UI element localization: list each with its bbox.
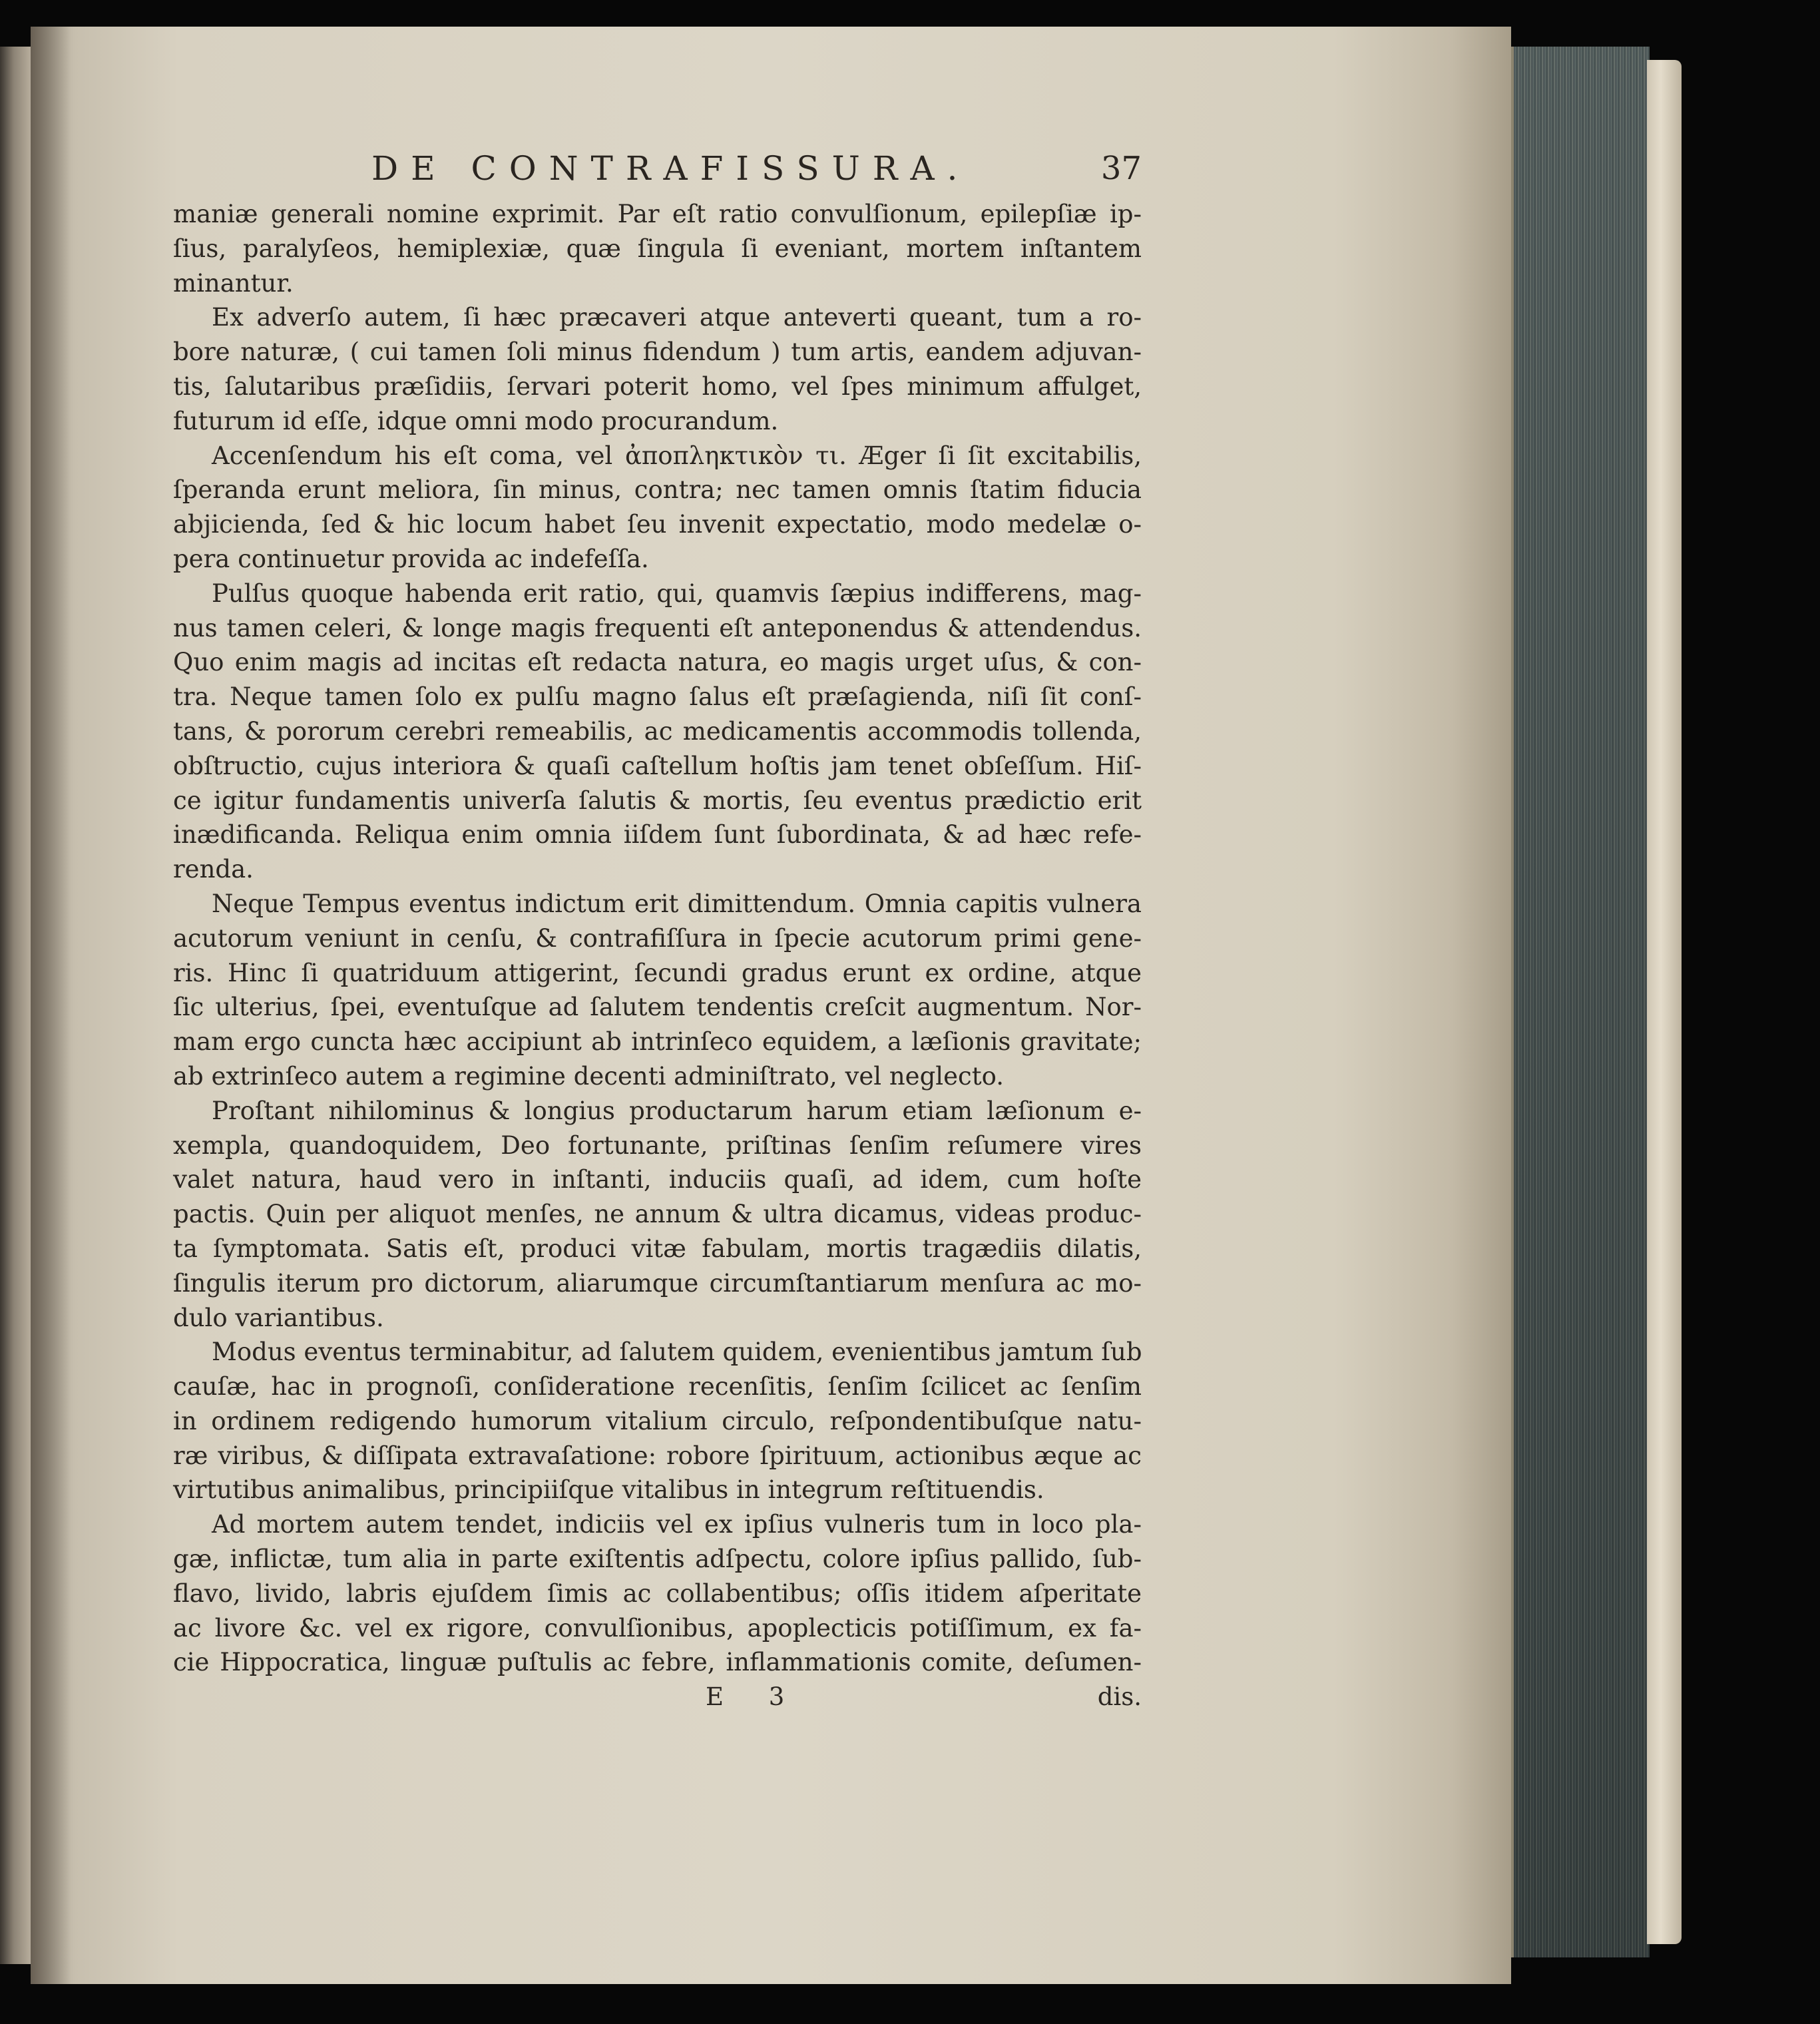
text-line: Accenſendum his eſt coma, vel ἀποπληκτικὸν τι. Æger ſi ſit excitabilis,: [212, 441, 1142, 470]
text-line: obſtructio, cujus interiora & quaſi caſtellum hoſtis jam tenet obſeſſum. Hiſ-: [173, 751, 1142, 780]
text-block: [173, 140, 1142, 1714]
text-line: pera continuetur provida ac indefeſſa.: [173, 544, 649, 573]
text-line: valet natura, haud vero in inſtanti, induciis quaſi, ad idem, cum hoſte: [173, 1165, 1142, 1194]
text-line: ſius, paralyſeos, hemiplexiæ, quæ ſingula ſi eveniant, mortem inſtantem: [173, 234, 1142, 263]
text-line: tans, & pororum cerebri remeabilis, ac medicamentis accommodis tollenda,: [173, 716, 1142, 746]
text-line: gæ, inflictæ, tum alia in parte exiſtentis adſpectu, colore ipſius pallido, ſub-: [173, 1545, 1142, 1574]
running-head: [173, 140, 1142, 197]
text-line: ræ viribus, & diſſipata extravaſatione: robore ſpirituum, actionibus æque ac: [173, 1441, 1142, 1470]
body-text: [173, 197, 1142, 1680]
text-line: Ex adverſo autem, ſi hæc præcaveri atque anteverti queant, tum a ro-: [212, 303, 1142, 332]
signature-mark: E 3: [706, 1682, 803, 1712]
text-line: futurum id eſſe, idque omni modo procurandum.: [173, 406, 779, 435]
text-line: ris. Hinc ſi quatriduum attigerint, ſecundi gradus erunt ex ordine, atque: [173, 958, 1142, 987]
text-line: xempla, quandoquidem, Deo fortunante, priſtinas ſenſim reſumere vires: [173, 1131, 1142, 1160]
facing-page-edge: [0, 47, 31, 1964]
text-line: maniæ generali nomine exprimit. Par eſt ratio convulſionum, epilepſiæ ip-: [173, 200, 1142, 228]
text-line: cauſæ, hac in prognoſi, conſideratione recenſitis, ſenſim ſcilicet ac ſenſim: [173, 1372, 1142, 1401]
gutter-shadow: [31, 27, 71, 1984]
text-line: inædificanda. Reliqua enim omnia iiſdem ſunt ſubordinata, & ad hæc refe-: [173, 820, 1142, 850]
text-line: minantur.: [173, 268, 294, 298]
text-line: dulo variantibus.: [173, 1303, 384, 1332]
text-line: Neque Tempus eventus indictum erit dimittendum. Omnia capitis vulnera: [212, 889, 1142, 918]
text-line: ce igitur fundamentis univerſa ſalutis & mortis, ſeu eventus prædictio erit: [173, 786, 1142, 815]
cover-board-edge: [1647, 60, 1682, 1944]
text-line: tra. Neque tamen ſolo ex pulſu magno ſalus eſt præſagienda, niſi ſit conſ-: [173, 682, 1142, 712]
text-line: ſperanda erunt meliora, ſin minus, contra; nec tamen omnis ſtatim fiducia: [173, 475, 1142, 505]
text-line: virtutibus animalibus, principiiſque vitalibus in integrum reſtituendis.: [173, 1475, 1044, 1505]
text-line: ſic ulterius, ſpei, eventuſque ad ſalutem tendentis creſcit augmentum. Nor-: [173, 993, 1142, 1022]
text-line: ſingulis iterum pro dictorum, aliarumque circumſtantiarum menſura ac mo-: [173, 1268, 1142, 1298]
text-line: Proſtant nihilominus & longius productarum harum etiam læſionum e-: [212, 1096, 1142, 1125]
text-line: ac livore &c. vel ex rigore, convulſionibus, apoplecticis potiſſimum, ex fa-: [173, 1613, 1142, 1643]
text-line: ab extrinſeco autem a regimine decenti adminiſtrato, vel neglecto.: [173, 1061, 1004, 1091]
text-line: in ordinem redigendo humorum vitalium circulo, reſpondentibuſque natu-: [173, 1406, 1142, 1435]
running-head-title: DE CONTRAFISSURA.: [371, 149, 971, 188]
text-line: renda.: [173, 855, 254, 884]
text-line: cie Hippocratica, linguæ puſtulis ac febre, inflammationis comite, deſumen-: [173, 1648, 1142, 1677]
text-line: flavo, livido, labris ejuſdem ſimis ac collabentibus; oſſis itidem aſperitate: [173, 1579, 1142, 1608]
text-line: Quo enim magis ad incitas eſt redacta natura, eo magis urget uſus, & con-: [173, 648, 1142, 677]
text-line: acutorum veniunt in cenſu, & contrafiſſura in ſpecie acutorum primi gene-: [173, 923, 1142, 953]
page-stack-edge: [1511, 47, 1650, 1957]
page-number: 37: [1100, 150, 1142, 187]
text-line: mam ergo cuncta hæc accipiunt ab intrinſeco equidem, a læſionis gravitate;: [173, 1027, 1142, 1057]
text-line: nus tamen celeri, & longe magis frequenti eſt anteponendus & attendendus.: [173, 613, 1142, 642]
text-line: tis, ſalutaribus præſidiis, ſervari poterit homo, vel ſpes minimum affulget,: [173, 372, 1142, 401]
text-line: Ad mortem autem tendet, indiciis vel ex ipſius vulneris tum in loco pla-: [212, 1510, 1142, 1539]
text-line: ta ſymptomata. Satis eſt, produci vitæ fabulam, mortis tragædiis dilatis,: [173, 1234, 1142, 1263]
text-line: Modus eventus terminabitur, ad ſalutem quidem, evenientibus jamtum ſub: [212, 1338, 1142, 1367]
page-footer: [173, 1680, 1142, 1714]
text-line: Pulſus quoque habenda erit ratio, qui, quamvis ſæpius indifferens, mag-: [212, 579, 1142, 608]
text-line: abjicienda, ſed & hic locum habet ſeu invenit expectatio, modo medelæ o-: [173, 510, 1142, 539]
text-line: pactis. Quin per aliquot menſes, ne annum & ultra dicamus, videas produc-: [173, 1200, 1142, 1229]
text-line: bore naturæ, ( cui tamen ſoli minus fidendum ) tum artis, eandem adjuvan-: [173, 338, 1142, 367]
catchword: dis.: [1097, 1682, 1142, 1712]
